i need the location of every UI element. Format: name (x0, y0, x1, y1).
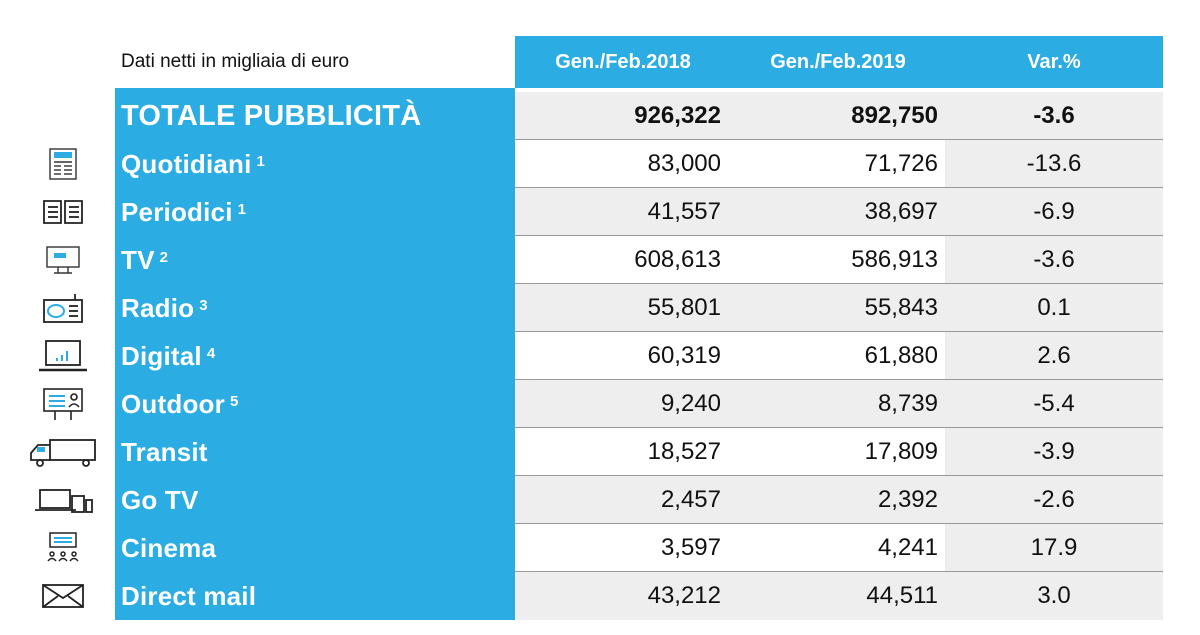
row-cells (515, 236, 1163, 284)
row-label-text: Digital (121, 340, 202, 371)
value-2019: 61,880 (864, 342, 938, 369)
header-var: Var.% (1027, 50, 1081, 73)
row-cells (515, 428, 1163, 476)
row-label-text: Radio (121, 292, 195, 323)
total-row (115, 92, 1163, 140)
row-label (121, 476, 204, 524)
value-2019: 586,913 (851, 246, 938, 273)
table-header (515, 36, 1163, 88)
row-label-text: Go TV (121, 484, 199, 515)
devices-icon (18, 476, 108, 524)
value-2018: 41,557 (647, 198, 721, 225)
value-2019: 4,241 (877, 534, 938, 561)
value-var: -13.6 (945, 140, 1163, 188)
value-2019: 55,843 (864, 294, 938, 321)
value-2019: 44,511 (866, 582, 938, 609)
table-row (115, 284, 1163, 332)
row-label (121, 428, 213, 476)
row-label (121, 332, 215, 380)
row-cells (515, 140, 1163, 188)
row-cells (515, 524, 1163, 572)
footnote-marker: 4 (206, 344, 216, 362)
row-label-text: Cinema (121, 532, 217, 563)
header-2019: Gen./Feb.2019 (770, 50, 906, 73)
value-2018: 9,240 (660, 390, 721, 417)
total-2018: 926,322 (634, 102, 721, 129)
row-label (121, 572, 261, 620)
table-row (115, 428, 1163, 476)
table-row (115, 332, 1163, 380)
value-2018: 83,000 (647, 150, 721, 177)
table-row (115, 140, 1163, 188)
value-var: 2.6 (945, 332, 1163, 380)
cinema-icon (18, 524, 108, 572)
footnote-marker: 1 (256, 152, 266, 170)
row-label (121, 188, 246, 236)
magazine-icon (18, 188, 108, 236)
row-label (121, 284, 208, 332)
value-2019: 71,726 (864, 150, 938, 177)
row-cells (515, 380, 1163, 428)
footnote-marker: 2 (159, 248, 169, 266)
value-2018: 608,613 (634, 246, 721, 273)
row-cells (515, 572, 1163, 620)
row-label (121, 380, 238, 428)
tv-icon (18, 236, 108, 284)
total-label: TOTALE PUBBLICITÀ (121, 99, 422, 132)
row-label-text: TV (121, 244, 155, 275)
total-cells (515, 92, 1163, 140)
value-2018: 3,597 (660, 534, 721, 561)
value-2018: 60,319 (647, 342, 721, 369)
table-caption: Dati netti in migliaia di euro (121, 51, 350, 72)
row-label-text: Quotidiani (121, 148, 252, 179)
value-var: -5.4 (945, 380, 1163, 428)
table-row (115, 188, 1163, 236)
header-2018: Gen./Feb.2018 (555, 50, 691, 73)
value-2019: 17,809 (864, 438, 938, 465)
truck-icon (18, 428, 108, 476)
total-var: -3.6 (945, 92, 1163, 140)
value-2019: 2,392 (877, 486, 938, 513)
laptop-icon (18, 332, 108, 380)
table-row (115, 476, 1163, 524)
total-2019: 892,750 (851, 102, 938, 129)
table-row (115, 572, 1163, 620)
value-var: -3.6 (945, 236, 1163, 284)
value-var: -3.9 (945, 428, 1163, 476)
row-label (121, 140, 265, 188)
table-row (115, 236, 1163, 284)
value-var: 0.1 (945, 284, 1163, 332)
table-row (115, 524, 1163, 572)
footnote-marker: 3 (199, 296, 208, 314)
value-2019: 38,697 (864, 198, 938, 225)
row-label-text: Transit (121, 436, 208, 467)
envelope-icon (18, 572, 108, 620)
table-row (115, 380, 1163, 428)
radio-icon (18, 284, 108, 332)
row-label-text: Outdoor (121, 388, 225, 419)
row-label-text: Periodici (121, 196, 233, 227)
value-var: -6.9 (945, 188, 1163, 236)
newspaper-icon (18, 140, 108, 188)
value-2018: 43,212 (647, 582, 721, 609)
row-cells (515, 332, 1163, 380)
value-var: 17.9 (945, 524, 1163, 572)
value-var: -2.6 (945, 476, 1163, 524)
row-cells (515, 476, 1163, 524)
value-var: 3.0 (945, 572, 1163, 620)
row-cells (515, 284, 1163, 332)
row-cells (515, 188, 1163, 236)
footnote-marker: 1 (237, 200, 247, 218)
value-2018: 18,527 (647, 438, 721, 465)
billboard-icon (18, 380, 108, 428)
value-2018: 2,457 (660, 486, 721, 513)
value-2018: 55,801 (647, 294, 721, 321)
row-label-text: Direct mail (121, 580, 257, 611)
row-label (121, 236, 168, 284)
value-2019: 8,739 (877, 390, 938, 417)
row-label (121, 524, 221, 572)
footnote-marker: 5 (229, 392, 239, 410)
